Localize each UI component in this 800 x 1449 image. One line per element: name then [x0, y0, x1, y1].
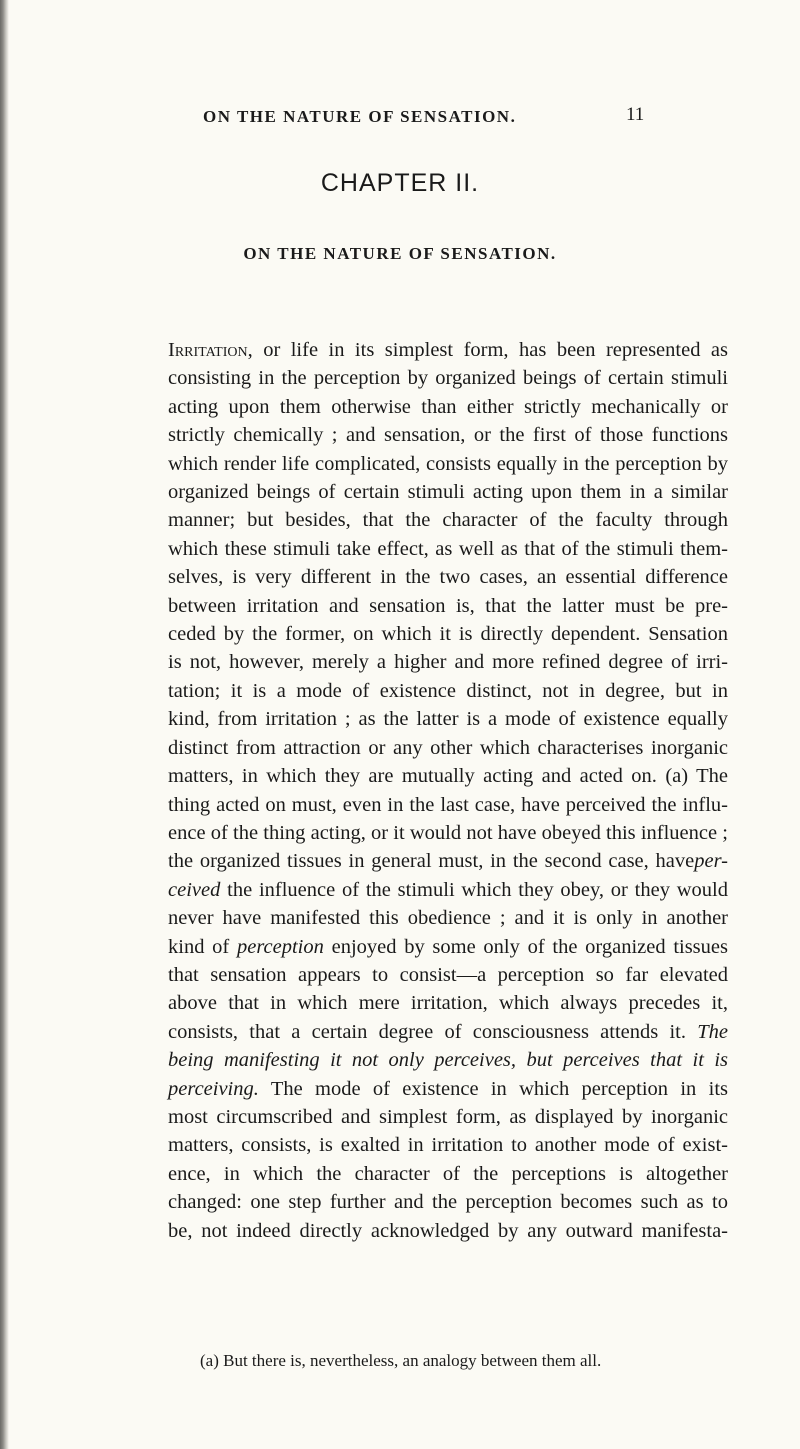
page-number: 11 [626, 104, 645, 125]
text-line: organized beings of certain stimuli acting upon them in a similar [168, 481, 728, 504]
text-line: ence, in which the character of the perceptions is altogether [168, 1162, 728, 1185]
text-line: ceived the influence of the stimuli which they obey, or they would [168, 878, 728, 901]
text-line: selves, is very different in the two cases, an essential difference [168, 566, 728, 589]
text-line: ence of the thing acting, or it would not have obeyed this influence ; [168, 821, 728, 844]
text-line: matters, in which they are mutually acting and acted on. (a) The [168, 765, 728, 788]
text-line: consisting in the perception by organized beings of certain stimuli [168, 367, 728, 390]
text-line: most circumscribed and simplest form, as displayed by inorganic [168, 1105, 728, 1128]
text-line: distinct from attraction or any other which characterises inorganic [168, 736, 728, 759]
chapter-subtitle: ON THE NATURE OF SENSATION. [243, 244, 557, 263]
text-line: kind of perception enjoyed by some only of the organized tissues [168, 935, 728, 958]
text-line: strictly chemically ; and sensation, or the first of those functions [168, 424, 728, 447]
text-line: changed: one step further and the perception becomes such as to [168, 1191, 728, 1214]
text-line: be, not indeed directly acknowledged by any outward manifesta- [168, 1219, 728, 1242]
text-line: which render life complicated, consists equally in the perception by [168, 452, 728, 475]
text-line: between irritation and sensation is, that the latter must be pre- [168, 594, 728, 617]
text-line: manner; but besides, that the character of the faculty through [168, 509, 728, 532]
footnote-marker: (a) [200, 1351, 219, 1370]
text-line: that sensation appears to consist—a perception so far elevated [168, 963, 728, 986]
body-paragraph [168, 336, 728, 1245]
text-line: above that in which mere irritation, which always precedes it, [168, 992, 728, 1015]
text-line: being manifesting it not only perceives, but perceives that it is [168, 1049, 728, 1072]
text-line: matters, consists, is exalted in irritation to another mode of exist- [168, 1134, 728, 1157]
text-line: ceded by the former, on which it is directly dependent. Sensation [168, 623, 728, 646]
footnote [200, 1351, 728, 1371]
page-binding-edge [0, 0, 9, 1449]
text-line: tation; it is a mode of existence distinct, not in degree, but in [168, 679, 728, 702]
text-line: perceiving. The mode of existence in which perception in its [168, 1077, 728, 1100]
text-line: is not, however, merely a higher and more refined degree of irri- [168, 651, 728, 674]
running-head: ON THE NATURE OF SENSATION. [203, 107, 517, 126]
text-line: the organized tissues in general must, in the second case, haveper- [168, 850, 728, 873]
text-line: which these stimuli take effect, as well as that of the stimuli them- [168, 537, 728, 560]
text-line: consists, that a certain degree of consciousness attends it. The [168, 1020, 728, 1043]
chapter-title: CHAPTER II. [320, 169, 480, 197]
text-line: acting upon them otherwise than either strictly mechanically or [168, 395, 728, 418]
text-line: never have manifested this obedience ; and it is only in another [168, 907, 728, 930]
text-line: kind, from irritation ; as the latter is a mode of existence equally [168, 708, 728, 731]
footnote-text: But there is, nevertheless, an analogy between them all. [218, 1351, 602, 1370]
text-line: thing acted on must, even in the last case, have perceived the influ- [168, 793, 728, 816]
text-line: Irritation, or life in its simplest form, has been represented as [168, 339, 728, 361]
